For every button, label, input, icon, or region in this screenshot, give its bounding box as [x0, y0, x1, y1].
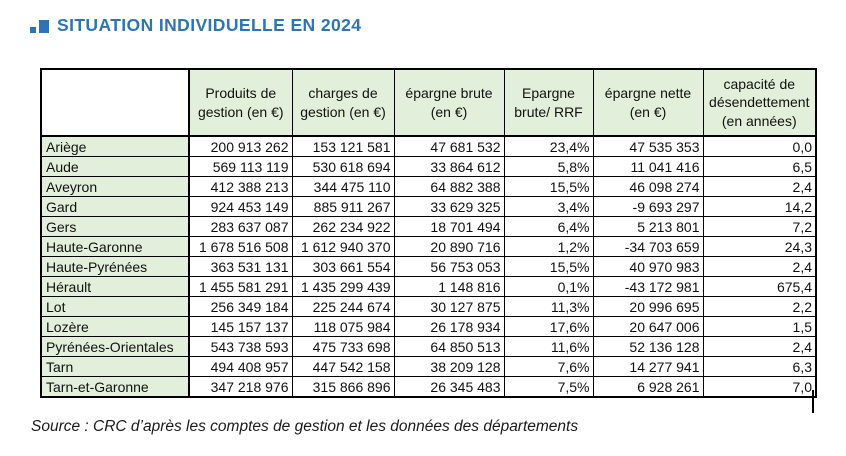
value-cell: -9 693 297: [593, 197, 703, 217]
table-row: [41, 197, 816, 217]
page-title: SITUATION INDIVIDUELLE EN 2024: [57, 15, 362, 35]
value-cell: 17,6%: [504, 317, 593, 337]
source-note: Source : CRC d’après les comptes de gestion et les données des départements: [31, 418, 579, 435]
value-cell: 15,5%: [504, 257, 593, 277]
table-row: [41, 177, 816, 197]
value-cell: 283 637 087: [189, 217, 292, 237]
value-cell: 1,2%: [504, 237, 593, 257]
value-cell: 15,5%: [504, 177, 593, 197]
value-cell: 26 345 483: [394, 377, 504, 398]
value-cell: 145 157 137: [189, 317, 292, 337]
value-cell: 20 890 716: [394, 237, 504, 257]
value-cell: 675,4: [703, 277, 816, 297]
value-cell: 256 349 184: [189, 297, 292, 317]
value-cell: 33 629 325: [394, 197, 504, 217]
department-name-cell: Tarn: [41, 357, 189, 377]
value-cell: 569 113 119: [189, 157, 292, 177]
department-name-cell: Gers: [41, 217, 189, 237]
value-cell: 494 408 957: [189, 357, 292, 377]
value-cell: 64 850 513: [394, 337, 504, 357]
value-cell: 2,2: [703, 297, 816, 317]
department-name-cell: Pyrénées-Orientales: [41, 337, 189, 357]
value-cell: 18 701 494: [394, 217, 504, 237]
value-cell: 6,5: [703, 157, 816, 177]
value-cell: 11 041 416: [593, 157, 703, 177]
value-cell: 11,3%: [504, 297, 593, 317]
corner-cell: [41, 69, 189, 136]
column-header-capacite-desendettement: capacité de désendettement (en années): [703, 69, 816, 136]
value-cell: 363 531 131: [189, 257, 292, 277]
value-cell: 6,3: [703, 357, 816, 377]
value-cell: 1 612 940 370: [292, 237, 394, 257]
value-cell: 924 453 149: [189, 197, 292, 217]
table-row: [41, 157, 816, 177]
value-cell: 1,5: [703, 317, 816, 337]
department-name-cell: Ariège: [41, 136, 189, 157]
value-cell: 347 218 976: [189, 377, 292, 398]
value-cell: 3,4%: [504, 197, 593, 217]
table-row: [41, 377, 816, 398]
department-name-cell: Aude: [41, 157, 189, 177]
value-cell: 20 647 006: [593, 317, 703, 337]
value-cell: 7,6%: [504, 357, 593, 377]
value-cell: 475 733 698: [292, 337, 394, 357]
value-cell: 7,0: [703, 377, 816, 398]
value-cell: 2,4: [703, 337, 816, 357]
section-title-row: [30, 16, 361, 35]
department-name-cell: Gard: [41, 197, 189, 217]
column-header-epargne-nette: épargne nette (en €): [593, 69, 703, 136]
table-header: [41, 69, 816, 136]
value-cell: 225 244 674: [292, 297, 394, 317]
value-cell: 5,8%: [504, 157, 593, 177]
value-cell: 47 681 532: [394, 136, 504, 157]
value-cell: 46 098 274: [593, 177, 703, 197]
value-cell: 315 866 896: [292, 377, 394, 398]
value-cell: 7,2: [703, 217, 816, 237]
value-cell: 1 435 299 439: [292, 277, 394, 297]
value-cell: 2,4: [703, 257, 816, 277]
department-name-cell: Aveyron: [41, 177, 189, 197]
value-cell: 530 618 694: [292, 157, 394, 177]
table-row: [41, 357, 816, 377]
department-name-cell: Hérault: [41, 277, 189, 297]
value-cell: 200 913 262: [189, 136, 292, 157]
table-row: [41, 317, 816, 337]
value-cell: 38 209 128: [394, 357, 504, 377]
table-row: [41, 337, 816, 357]
value-cell: 344 475 110: [292, 177, 394, 197]
value-cell: 447 542 158: [292, 357, 394, 377]
column-header-epargne-brute-rrf: Epargne brute/ RRF: [504, 69, 593, 136]
value-cell: 6,4%: [504, 217, 593, 237]
value-cell: 7,5%: [504, 377, 593, 398]
value-cell: 0,0: [703, 136, 816, 157]
value-cell: 1 678 516 508: [189, 237, 292, 257]
value-cell: 5 213 801: [593, 217, 703, 237]
value-cell: 26 178 934: [394, 317, 504, 337]
value-cell: -43 172 981: [593, 277, 703, 297]
value-cell: 30 127 875: [394, 297, 504, 317]
section-bullet-icon: [30, 16, 49, 33]
value-cell: 118 075 984: [292, 317, 394, 337]
column-header-epargne-brute: épargne brute (en €): [394, 69, 504, 136]
value-cell: 0,1%: [504, 277, 593, 297]
department-name-cell: Lozère: [41, 317, 189, 337]
value-cell: 543 738 593: [189, 337, 292, 357]
value-cell: 1 148 816: [394, 277, 504, 297]
value-cell: 47 535 353: [593, 136, 703, 157]
value-cell: 6 928 261: [593, 377, 703, 398]
value-cell: 24,3: [703, 237, 816, 257]
value-cell: 56 753 053: [394, 257, 504, 277]
value-cell: 40 970 983: [593, 257, 703, 277]
column-header-charges-gestion: charges de gestion (en €): [292, 69, 394, 136]
value-cell: 303 661 554: [292, 257, 394, 277]
value-cell: 14 277 941: [593, 357, 703, 377]
departments-finance-table: [40, 68, 817, 398]
value-cell: 11,6%: [504, 337, 593, 357]
table-row: [41, 217, 816, 237]
table-body: [41, 136, 816, 397]
value-cell: 153 121 581: [292, 136, 394, 157]
value-cell: 23,4%: [504, 136, 593, 157]
value-cell: 14,2: [703, 197, 816, 217]
table-row: [41, 297, 816, 317]
value-cell: 20 996 695: [593, 297, 703, 317]
value-cell: 2,4: [703, 177, 816, 197]
value-cell: -34 703 659: [593, 237, 703, 257]
department-name-cell: Tarn-et-Garonne: [41, 377, 189, 398]
value-cell: 64 882 388: [394, 177, 504, 197]
text-cursor: [812, 390, 814, 413]
table-row: [41, 257, 816, 277]
value-cell: 52 136 128: [593, 337, 703, 357]
value-cell: 262 234 922: [292, 217, 394, 237]
department-name-cell: Lot: [41, 297, 189, 317]
department-name-cell: Haute-Pyrénées: [41, 257, 189, 277]
column-header-produits-gestion: Produits de gestion (en €): [189, 69, 292, 136]
value-cell: 412 388 213: [189, 177, 292, 197]
value-cell: 885 911 267: [292, 197, 394, 217]
table-row: [41, 237, 816, 257]
value-cell: 33 864 612: [394, 157, 504, 177]
value-cell: 1 455 581 291: [189, 277, 292, 297]
department-name-cell: Haute-Garonne: [41, 237, 189, 257]
table-row: [41, 136, 816, 157]
table-row: [41, 277, 816, 297]
